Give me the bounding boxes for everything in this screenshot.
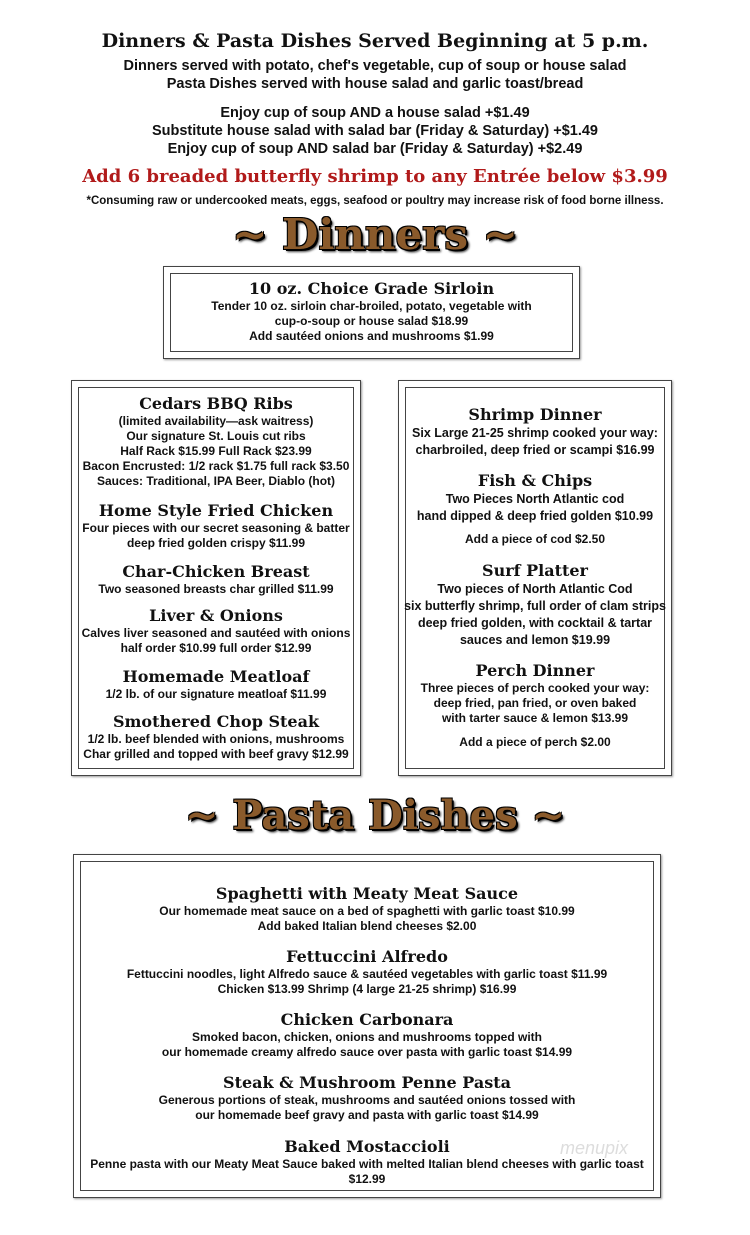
dinner-desc: Two Pieces North Atlantic cod hand dipped & deep fried golden $10.99 <box>416 492 654 523</box>
watermark: menupix <box>559 1138 628 1158</box>
dinner-name: Cedars BBQ Ribs <box>139 394 293 413</box>
served-with-line: Dinners served with potato, chef's vegetable, cup of soup or house salad <box>123 58 627 74</box>
pasta-desc: Fettuccini noodles, light Alfredo sauce & sautéed vegetables with garlic toast $11.99 Chicken $13.99 Shrimp (4 large 21-25 shrimp) $16.99 <box>126 967 608 996</box>
pasta-name: Steak & Mushroom Penne Pasta <box>223 1073 511 1092</box>
dinner-item <box>72 712 360 762</box>
dinner-name: Smothered Chop Steak <box>112 712 320 731</box>
dinner-item <box>72 394 360 489</box>
pasta-name: Baked Mostaccioli <box>284 1137 450 1156</box>
dinner-item <box>72 667 360 702</box>
sirloin-desc: Tender 10 oz. sirloin char-broiled, potato, vegetable with cup-o-soup or house salad $18.99 Add sautéed onions and mushrooms $1.99 <box>211 299 532 343</box>
dinner-item <box>72 501 360 551</box>
sirloin-item <box>164 279 579 344</box>
dinner-item <box>399 561 671 649</box>
dinner-extra: Add a piece of cod $2.50 <box>464 532 606 546</box>
dinner-name: Surf Platter <box>482 561 588 580</box>
upgrade-line-3: Enjoy cup of soup AND salad bar (Friday & Saturday) +$2.49 <box>167 141 583 157</box>
dinner-desc: Two seasoned breasts char grilled $11.99 <box>98 582 334 596</box>
dinner-name: Char-Chicken Breast <box>122 562 310 581</box>
dinner-desc: 1/2 lb. of our signature meatloaf $11.99 <box>105 687 327 701</box>
pasta-name: Spaghetti with Meaty Meat Sauce <box>215 884 519 903</box>
dinner-name: Shrimp Dinner <box>468 405 602 424</box>
dinner-desc: Two pieces of North Atlantic Cod six butterfly shrimp, full order of clam strips deep fried golden, with cocktail & tartar sauces and lemon $19.99 <box>404 582 666 647</box>
pasta-name: Fettuccini Alfredo <box>286 947 448 966</box>
pasta-desc: Our homemade meat sauce on a bed of spaghetti with garlic toast $10.99 Add baked Italian blend cheeses $2.00 <box>159 904 575 933</box>
upgrade-line-2: Substitute house salad with salad bar (Friday & Saturday) +$1.49 <box>151 123 598 139</box>
dinner-desc: Calves liver seasoned and sautéed with onions half order $10.99 full order $12.99 <box>81 626 351 655</box>
upgrade-line-1: Enjoy cup of soup AND a house salad +$1.49 <box>220 105 530 121</box>
dinner-name: Fish & Chips <box>477 471 593 490</box>
pasta-item <box>74 947 660 997</box>
dinner-desc: Three pieces of perch cooked your way: deep fried, pan fried, or oven baked with tarter sauce & lemon $13.99 <box>420 681 650 725</box>
sirloin-box <box>163 266 580 359</box>
dinner-item <box>399 405 671 459</box>
pasta-name: Chicken Carbonara <box>280 1010 454 1029</box>
dinner-item <box>72 562 360 597</box>
dinner-item <box>399 661 671 750</box>
pasta-desc: Smoked bacon, chicken, onions and mushrooms topped with our homemade creamy alfredo sauce over pasta with garlic toast $14.99 <box>161 1030 573 1059</box>
pasta-item <box>74 1073 660 1123</box>
page-title: Dinners & Pasta Dishes Served Beginning at 5 p.m. <box>101 30 649 52</box>
dinner-extra: Add a piece of perch $2.00 <box>459 735 611 749</box>
pasta-banner: ~ Pasta Dishes ~ <box>184 792 566 839</box>
dinner-name: Homemade Meatloaf <box>122 667 310 686</box>
dinner-name: Perch Dinner <box>475 661 595 680</box>
left-dinners-box <box>71 380 361 776</box>
dinners-banner: ~ Dinners ~ <box>232 210 518 259</box>
dinner-desc: Four pieces with our secret seasoning & batter deep fried golden crispy $11.99 <box>82 521 350 550</box>
dinner-desc: Six Large 21-25 shrimp cooked your way: charbroiled, deep fried or scampi $16.99 <box>412 426 658 457</box>
right-dinners-box <box>398 380 672 776</box>
dinner-name: Liver & Onions <box>149 606 283 625</box>
pasta-desc: Penne pasta with our Meaty Meat Sauce baked with melted Italian blend cheeses with garlic toast $12.99 <box>90 1157 644 1186</box>
pasta-item <box>74 884 660 934</box>
shrimp-addon: Add 6 breaded butterfly shrimp to any Entrée below $3.99 <box>82 166 668 187</box>
dinner-item <box>399 471 671 547</box>
pasta-item <box>74 1010 660 1060</box>
pasta-desc: Generous portions of steak, mushrooms and sautéed onions tossed with our homemade beef gravy and pasta with garlic toast $14.99 <box>158 1093 576 1122</box>
pasta-served-line: Pasta Dishes served with house salad and garlic toast/bread <box>166 76 584 92</box>
dinner-name: Home Style Fried Chicken <box>98 501 334 520</box>
dinner-item <box>72 606 360 656</box>
dinner-desc: (limited availability—ask waitress) Our signature St. Louis cut ribs Half Rack $15.99 Full Rack $23.99 Bacon Encrusted: 1/2 rack $1.75 full rack $3.50 Sauces: Traditional, IPA Beer, Diablo (hot) <box>82 414 350 488</box>
dinner-desc: 1/2 lb. beef blended with onions, mushrooms Char grilled and topped with beef gravy $12.99 <box>83 732 349 761</box>
sirloin-name: 10 oz. Choice Grade Sirloin <box>248 279 495 298</box>
disclaimer: *Consuming raw or undercooked meats, eggs, seafood or poultry may increase risk of food borne illness. <box>86 195 664 207</box>
